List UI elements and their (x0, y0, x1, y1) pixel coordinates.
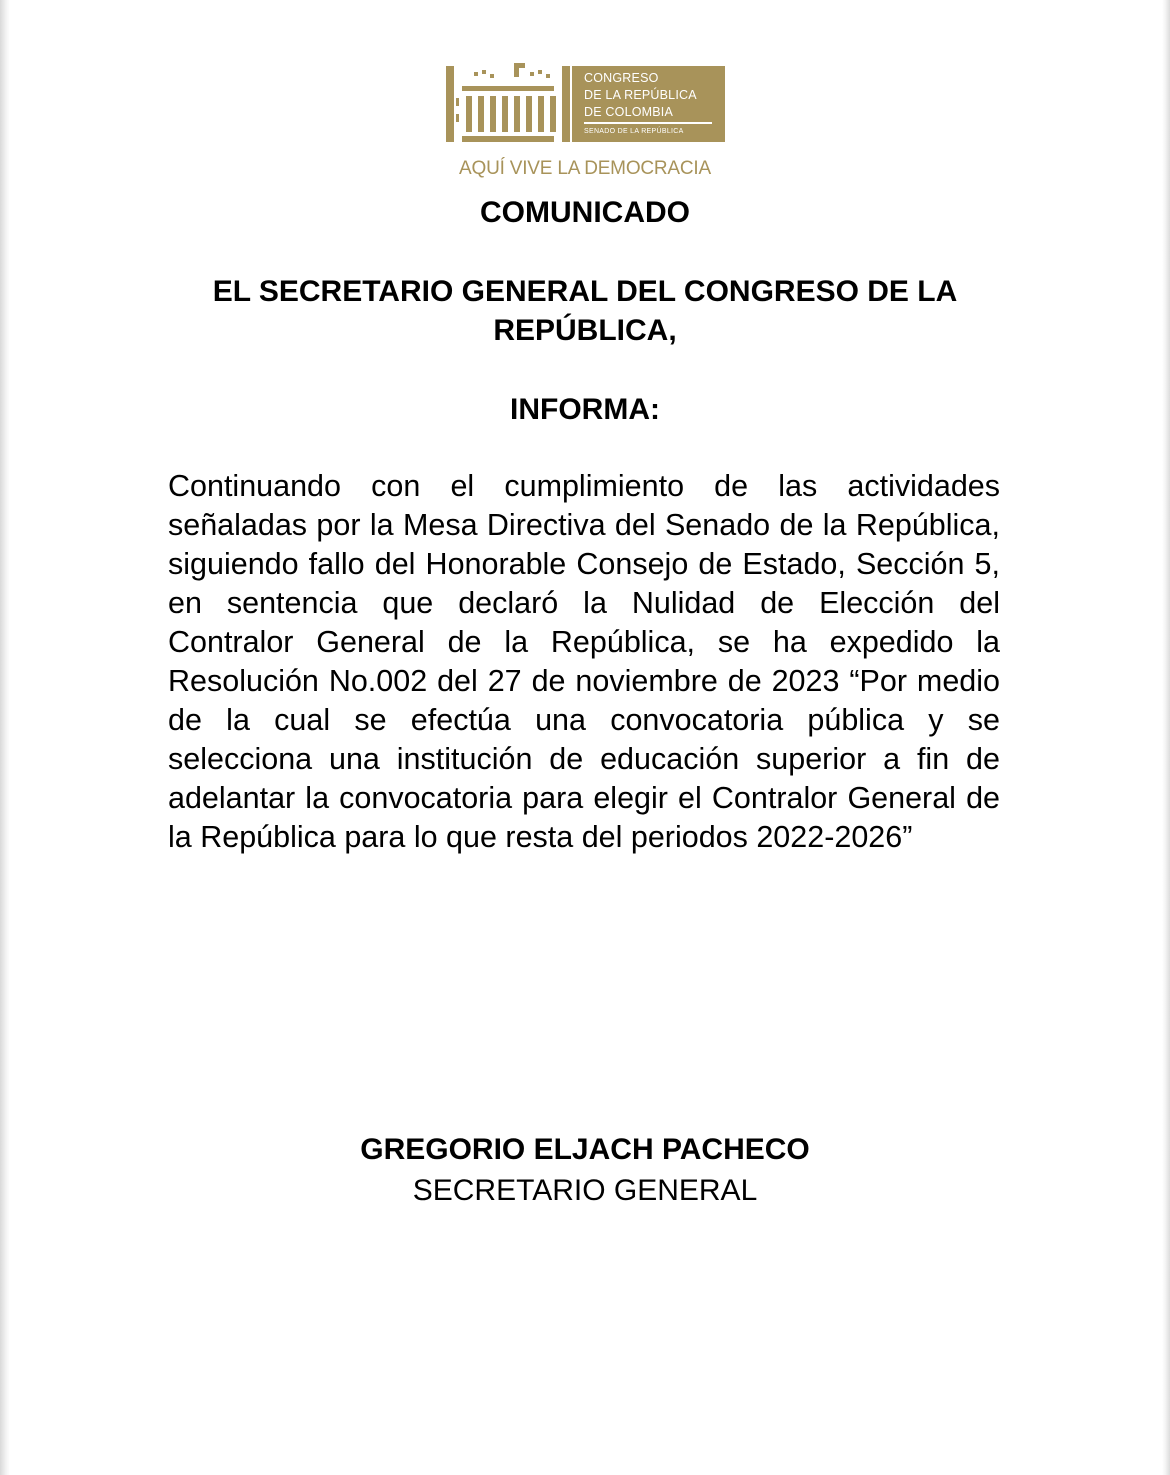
congress-name-box (572, 66, 725, 142)
logo-name-line-1: CONGRESO (584, 71, 659, 85)
logo-divider (584, 122, 712, 124)
page-edge-left (0, 0, 10, 1475)
capitol-emblem-icon (444, 58, 572, 142)
document-body: Continuando con el cumplimiento de las actividades señaladas por la Mesa Directiva del Senado de la República, siguiendo fallo del Honorable Consejo de Estado, Sección 5, en sentencia que declaró la Nulidad de Elección del Contralor General de la República, se ha expedido la Resolución No.002 del 27 de noviembre de 2023 “Por medio de la cual se efectúa una convocatoria pública y se selecciona una institución de educación superior a fin de adelantar la convocatoria para elegir el Contralor General de la República para lo que resta del periodos 2022-2026” (168, 469, 1000, 854)
congress-logo (444, 58, 726, 184)
page-edge-right (1162, 0, 1170, 1475)
document-issuer: EL SECRETARIO GENERAL DEL CONGRESO DE LA REPÚBLICA, (212, 275, 958, 347)
document-title: COMUNICADO (480, 196, 690, 229)
logo-motto: AQUÍ VIVE LA DEMOCRACIA (459, 158, 711, 179)
signature-name: GREGORIO ELJACH PACHECO (360, 1133, 810, 1166)
logo-name-line-3: DE COLOMBIA (584, 105, 674, 119)
document-verb: INFORMA: (510, 393, 660, 426)
signature-role: SECRETARIO GENERAL (412, 1174, 758, 1207)
logo-name-line-2: DE LA REPÚBLICA (584, 88, 697, 102)
logo-name-line-4: SENADO DE LA REPÚBLICA (584, 128, 684, 135)
